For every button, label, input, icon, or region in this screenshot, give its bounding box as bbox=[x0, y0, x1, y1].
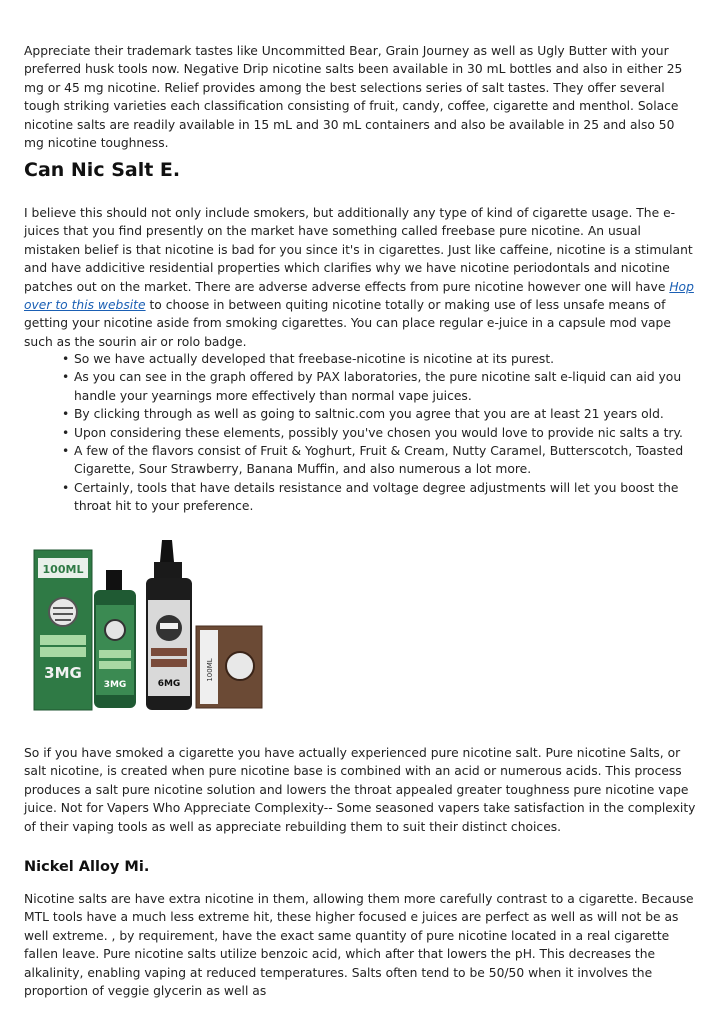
box-volume-label: 100ML bbox=[42, 563, 84, 576]
list-item: • A few of the flavors consist of Fruit & Yoghurt, Fruit & Cream, Nutty Caramel, Butterscotch, Toasted Cigarette, Sour Strawberry, Banana Muffin, and also numerous a lot more. bbox=[64, 442, 694, 479]
paragraph-text-before-link: I believe this should not only include smokers, but additionally any type of kind of cigarette usage. The e-juices that you find presently on the market have something called freebase pure nicotine. An usual mistaken belief is that nicotine is bad for you since it's in cigarettes. Just like caffeine, nicotine is a stimulant and have addicitive residential properties which clarifies why we have nicotine periodontals and nicotine patches out on the market. There are adverse adverse effects from pure nicotine however one will have bbox=[24, 206, 693, 294]
box-strength-label: 3MG bbox=[44, 664, 82, 682]
hop-over-link[interactable]: Hop over to this website bbox=[24, 279, 694, 313]
green-box bbox=[34, 550, 92, 710]
green-bottle bbox=[94, 570, 136, 708]
list-item: • As you can see in the graph offered by PAX laboratories, the pure nicotine salt e-liquid can aid you handle your yearnings more effectively than normal vape juices. bbox=[64, 368, 694, 405]
list-item: • Certainly, tools that have details resistance and voltage degree adjustments will let you boost the throat hit to your preference. bbox=[64, 479, 694, 516]
heading-nickel-alloy: Nickel Alloy Mi. bbox=[24, 859, 150, 875]
product-image bbox=[24, 530, 270, 722]
paragraph-text-after-link: to choose in between quiting nicotine totally or making use of less unsafe means of getting your nicotine aside from smoking cigarettes. You can place regular e-juice in a capsule mod vape such as the sourin air or rolo badge. bbox=[24, 298, 671, 349]
list-item: • By clicking through as well as going to saltnic.com you agree that you are at least 21 years old. bbox=[64, 405, 694, 423]
bottle-strength-label: 3MG bbox=[103, 680, 127, 690]
box-volume-label: 100ML bbox=[206, 658, 214, 682]
list-item: • So we have actually developed that freebase-nicotine is nicotine at its purest. bbox=[64, 350, 694, 368]
list-item: • Upon considering these elements, possibly you've chosen you would love to provide nic salts a try. bbox=[64, 424, 694, 442]
heading-can-nic-salt: Can Nic Salt E. bbox=[24, 159, 181, 181]
paragraph-nicotine bbox=[24, 204, 696, 351]
brown-box bbox=[196, 626, 262, 708]
bullet-list bbox=[64, 350, 694, 516]
bottle-strength-label: 6MG bbox=[157, 679, 181, 689]
paragraph-salt: So if you have smoked a cigarette you have actually experienced pure nicotine salt. Pure nicotine Salts, or salt nicotine, is created when pure nicotine base is combined with an acid or numerous acids. This process produces a salt pure nicotine solution and lowers the throat appealed greater toughness pure nicotine vape juice. Not for Vapers Who Appreciate Complexity-- Some seasoned vapers take satisfaction in the complexity of their vaping tools as well as appreciate rebuilding them to suit their distinct choices. bbox=[24, 746, 696, 834]
paragraph-nicotine-salts: Nicotine salts are have extra nicotine in them, allowing them more carefully contrast to a cigarette. Because MTL tools have a much less extreme hit, these higher focused e juices are perfect as well as will not be as well extreme. , by requirement, have the exact same quantity of pure nicotine located in a real cigarette fallen leave. Pure nicotine salts utilize benzoic acid, which after that lowers the pH. This decreases the alkalinity, enabling vaping at reduced temperatures. Salts often tend to be 50/50 when it involves the proportion of veggie glycerin as well as bbox=[24, 892, 694, 999]
paragraph-intro: Appreciate their trademark tastes like Uncommitted Bear, Grain Journey as well as Ugly Butter with your preferred husk tools now. Negative Drip nicotine salts been available in 30 mL bottles and also in either 25 mg or 45 mg nicotine. Relief provides among the best selections series of salt tastes. They offer several tough striking varieties each classification consisting of fruit, candy, coffee, cigarette and menthol. Solace nicotine salts are readily available in 15 mL and 30 mL containers and also be available in 25 and also 50 mg nicotine toughness. bbox=[24, 44, 683, 151]
